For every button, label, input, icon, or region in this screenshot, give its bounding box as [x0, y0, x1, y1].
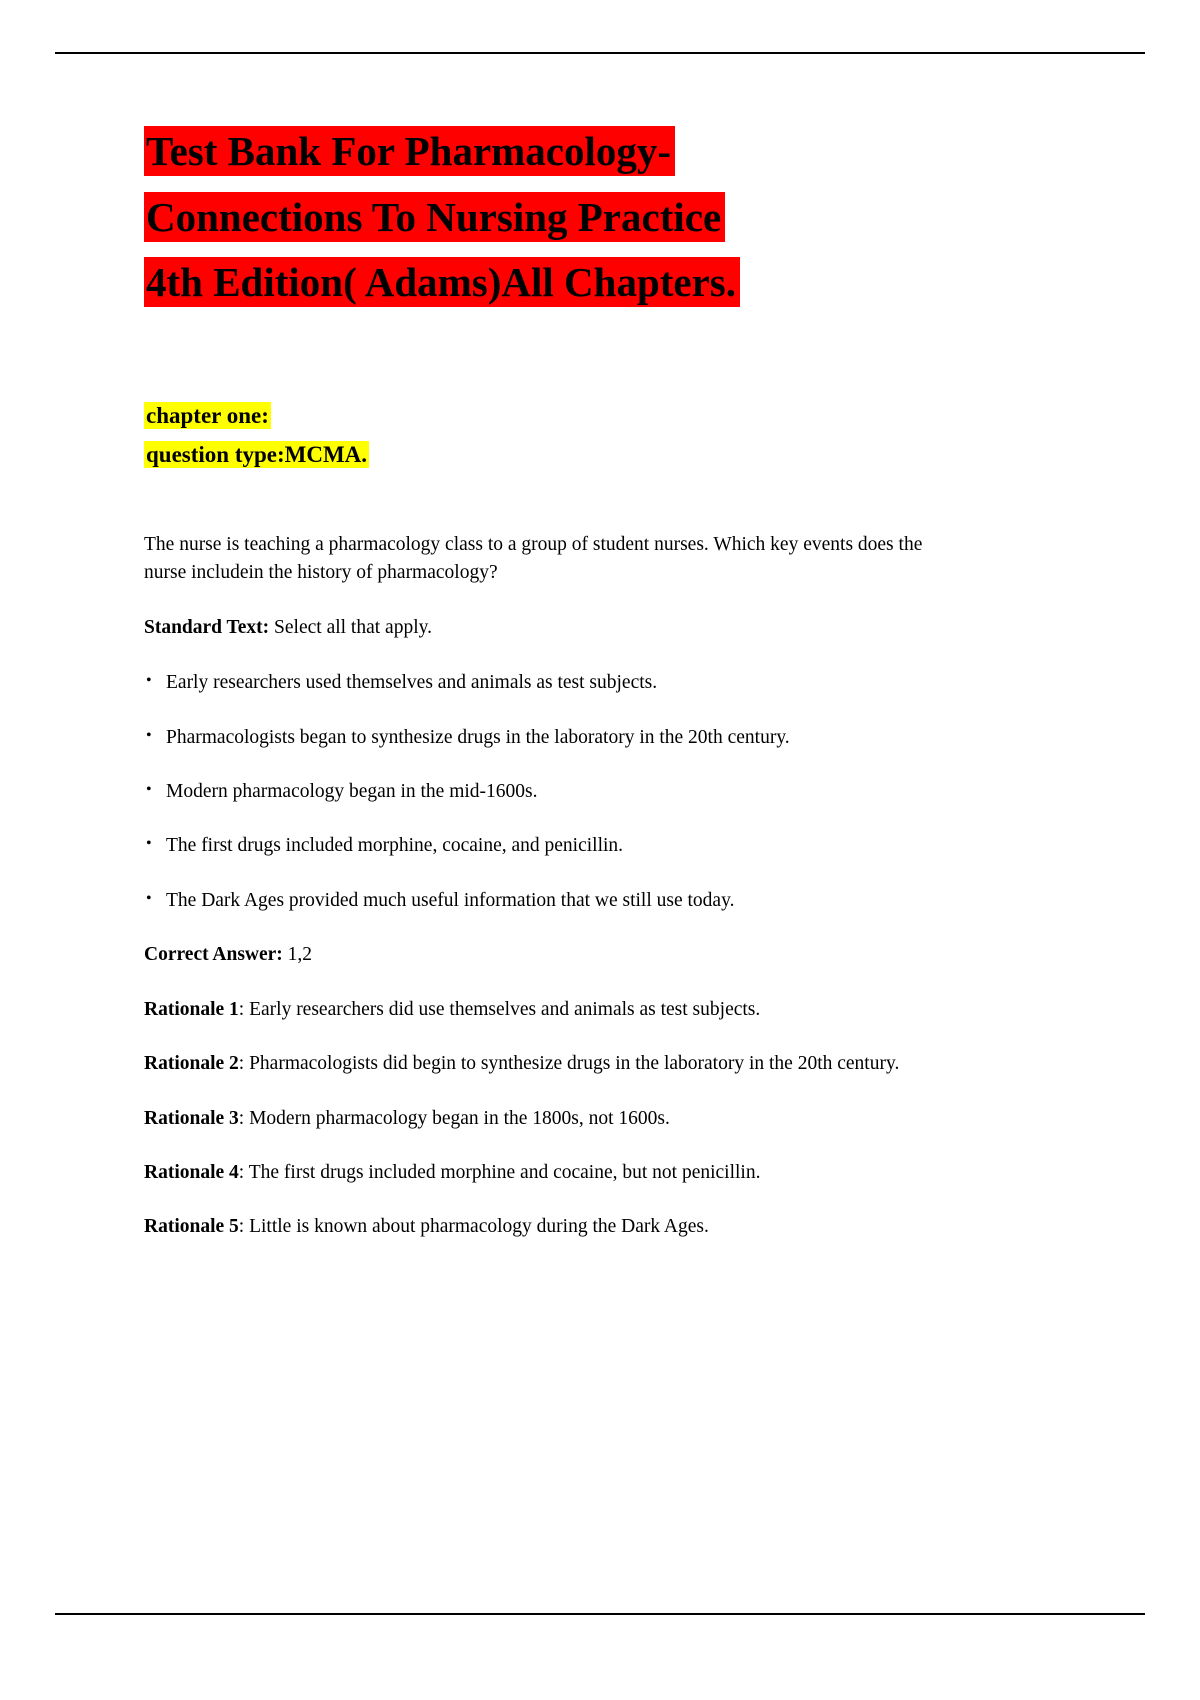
option-text-2: Pharmacologists began to synthesize drugs in the laboratory in the 20th century.: [166, 726, 790, 748]
list-item[interactable]: [144, 887, 964, 915]
rationale-3-label: Rationale 3: [144, 1107, 239, 1129]
option-text-3: Modern pharmacology began in the mid-1600s.: [166, 780, 538, 802]
answer-options-list: [144, 669, 964, 914]
option-text-5: The Dark Ages provided much useful information that we still use today.: [166, 889, 735, 911]
title-line-3: [144, 251, 964, 315]
chapter-heading-block: [144, 399, 964, 473]
option-text-1: Early researchers used themselves and animals as test subjects.: [166, 672, 658, 694]
chapter-heading: chapter one:: [146, 402, 269, 428]
title-line-1: [144, 120, 964, 184]
document-content: [144, 120, 964, 1267]
header-rule: [55, 52, 1145, 54]
standard-text-value: Select all that apply.: [269, 617, 432, 639]
correct-answer-label: Correct Answer:: [144, 943, 283, 965]
title-text-2: Connections To Nursing Practice: [144, 192, 725, 242]
rationale-1-text: : Early researchers did use themselves and animals as test subjects.: [238, 999, 761, 1021]
rationale-3-text: : Modern pharmacology began in the 1800s, not 1600s.: [238, 1107, 670, 1129]
correct-answer-line: [144, 941, 964, 969]
option-text-4: The first drugs included morphine, cocaine, and penicillin.: [166, 835, 624, 857]
rationale-2-text: : Pharmacologists did begin to synthesize drugs in the laboratory in the 20th century.: [238, 1053, 900, 1075]
rationale-4: [144, 1159, 956, 1187]
standard-text-line: [144, 614, 964, 642]
title-text-3: 4th Edition( Adams)All Chapters.: [144, 257, 740, 307]
list-item[interactable]: [144, 778, 964, 806]
rationale-3: [144, 1105, 956, 1133]
chapter-heading-row: [144, 399, 964, 434]
list-item[interactable]: [144, 832, 964, 860]
rationale-1-label: Rationale 1: [144, 999, 239, 1021]
question-stem: The nurse is teaching a pharmacology class to a group of student nurses. Which key events does the nurse includein the history of pharmacology?: [144, 533, 923, 583]
footer-rule: [55, 1613, 1145, 1615]
rationale-1: [144, 996, 956, 1024]
rationale-5-text: : Little is known about pharmacology during the Dark Ages.: [238, 1216, 709, 1238]
rationale-4-text: : The first drugs included morphine and cocaine, but not penicillin.: [238, 1161, 761, 1183]
question-type-heading: question type:MCMA.: [146, 442, 368, 468]
standard-text-label: Standard Text:: [144, 617, 270, 639]
rationale-4-label: Rationale 4: [144, 1161, 239, 1183]
rationale-2: [144, 1050, 956, 1078]
title-text-1: Test Bank For Pharmacology-: [144, 126, 675, 176]
rationale-5-label: Rationale 5: [144, 1216, 239, 1238]
rationale-5: [144, 1213, 956, 1241]
list-item[interactable]: [144, 724, 964, 752]
title-line-2: [144, 186, 964, 250]
question-type-row: [144, 438, 964, 473]
list-item[interactable]: [144, 669, 964, 697]
document-title: [144, 120, 964, 315]
correct-answer-value: 1,2: [282, 943, 313, 965]
rationale-2-label: Rationale 2: [144, 1053, 239, 1075]
